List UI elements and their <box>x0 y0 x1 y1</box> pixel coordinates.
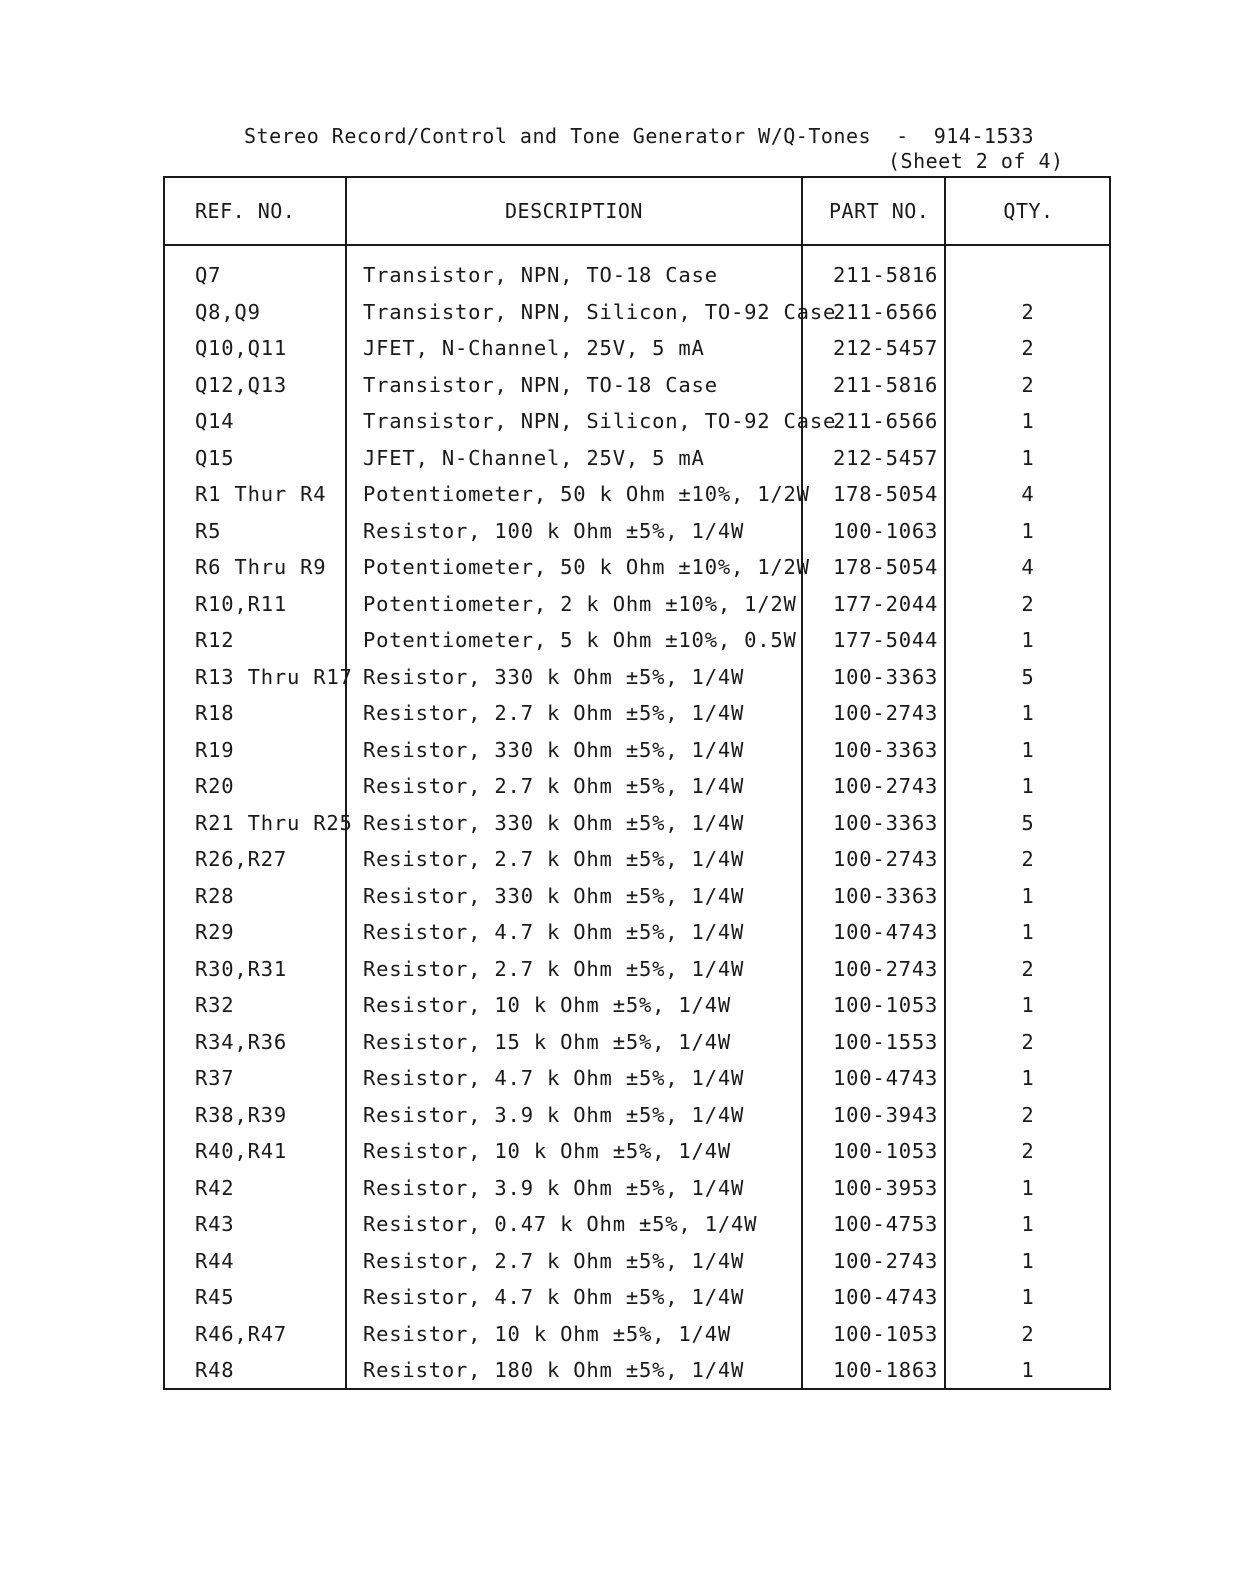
table-row <box>165 1207 1109 1244</box>
ref-no-cell: R45 <box>195 1285 235 1309</box>
table-row <box>165 1025 1109 1062</box>
ref-no-cell: R18 <box>195 701 235 725</box>
part-no-cell: 100-2743 <box>833 847 939 871</box>
part-no-cell: 100-4753 <box>833 1212 939 1236</box>
description-cell: Resistor, 3.9 k Ohm ±5%, 1/4W <box>363 1102 745 1127</box>
ref-no-cell: R6 Thru R9 <box>195 555 327 579</box>
part-no-cell: 211-5816 <box>833 372 939 397</box>
part-no-cell: 211-6566 <box>833 299 939 324</box>
description-cell: Resistor, 330 k Ohm ±5%, 1/4W <box>363 883 745 908</box>
part-no-cell: 212-5457 <box>833 445 939 470</box>
table-row <box>165 623 1109 660</box>
qty-cell: 4 <box>1021 482 1035 506</box>
part-no-cell: 100-3363 <box>833 810 939 835</box>
table-row <box>165 806 1109 843</box>
description-cell: Potentiometer, 50 k Ohm ±10%, 1/2W <box>363 555 810 579</box>
ref-no-cell: R42 <box>195 1175 235 1200</box>
description-cell: Resistor, 2.7 k Ohm ±5%, 1/4W <box>363 847 745 871</box>
description-cell: Resistor, 10 k Ohm ±5%, 1/4W <box>363 1321 731 1346</box>
part-no-cell: 100-2743 <box>833 1248 939 1273</box>
qty-cell: 2 <box>1021 299 1035 324</box>
table-row <box>165 404 1109 441</box>
ref-no-cell: R13 Thru R17 <box>195 664 353 689</box>
column-header-description: DESCRIPTION <box>505 199 643 223</box>
qty-cell: 1 <box>1021 628 1035 652</box>
qty-cell: 1 <box>1021 1285 1035 1309</box>
ref-no-cell: R37 <box>195 1066 235 1090</box>
part-no-cell: 177-5044 <box>833 628 939 652</box>
table-row <box>165 550 1109 587</box>
ref-no-cell: R12 <box>195 628 235 652</box>
description-cell: Transistor, NPN, TO-18 Case <box>363 263 718 287</box>
description-cell: JFET, N-Channel, 25V, 5 mA <box>363 336 705 360</box>
qty-cell: 5 <box>1021 664 1035 689</box>
table-row <box>165 1280 1109 1317</box>
table-row <box>165 331 1109 368</box>
qty-cell: 1 <box>1021 1358 1035 1382</box>
qty-cell: 5 <box>1021 810 1035 835</box>
description-cell: Resistor, 2.7 k Ohm ±5%, 1/4W <box>363 774 745 798</box>
ref-no-cell: R38,R39 <box>195 1102 287 1127</box>
description-cell: Resistor, 330 k Ohm ±5%, 1/4W <box>363 737 745 762</box>
table-row <box>165 1134 1109 1171</box>
part-no-cell: 100-2743 <box>833 774 939 798</box>
ref-no-cell: Q14 <box>195 409 235 433</box>
ref-no-cell: R43 <box>195 1212 235 1236</box>
description-cell: Resistor, 330 k Ohm ±5%, 1/4W <box>363 810 745 835</box>
ref-no-cell: Q10,Q11 <box>195 336 287 360</box>
ref-no-cell: Q7 <box>195 263 222 287</box>
ref-no-cell: R44 <box>195 1248 235 1273</box>
ref-no-cell: R32 <box>195 993 235 1017</box>
description-cell: Potentiometer, 2 k Ohm ±10%, 1/2W <box>363 591 797 616</box>
description-cell: Potentiometer, 5 k Ohm ±10%, 0.5W <box>363 628 797 652</box>
page-title: Stereo Record/Control and Tone Generator W/Q-Tones - 914-1533 <box>244 124 1035 148</box>
table-row <box>165 477 1109 514</box>
qty-cell: 2 <box>1021 1321 1035 1346</box>
ref-no-cell: R1 Thur R4 <box>195 482 327 506</box>
qty-cell: 2 <box>1021 591 1035 616</box>
part-no-cell: 100-3953 <box>833 1175 939 1200</box>
table-row <box>165 514 1109 551</box>
part-no-cell: 100-3363 <box>833 664 939 689</box>
qty-cell: 1 <box>1021 1066 1035 1090</box>
table-row <box>165 769 1109 806</box>
part-no-cell: 178-5054 <box>833 555 939 579</box>
qty-cell: 2 <box>1021 956 1035 981</box>
table-row <box>165 1244 1109 1281</box>
table-row <box>165 258 1109 295</box>
table-row <box>165 295 1109 332</box>
part-no-cell: 212-5457 <box>833 336 939 360</box>
qty-cell: 2 <box>1021 1102 1035 1127</box>
ref-no-cell: R40,R41 <box>195 1139 287 1163</box>
description-cell: Resistor, 4.7 k Ohm ±5%, 1/4W <box>363 1066 745 1090</box>
qty-cell: 1 <box>1021 774 1035 798</box>
description-cell: Resistor, 10 k Ohm ±5%, 1/4W <box>363 1139 731 1163</box>
ref-no-cell: R19 <box>195 737 235 762</box>
part-no-cell: 211-5816 <box>833 263 939 287</box>
table-row <box>165 915 1109 952</box>
qty-cell: 1 <box>1021 409 1035 433</box>
part-no-cell: 100-4743 <box>833 1285 939 1309</box>
sheet-label: (Sheet 2 of 4) <box>888 149 1064 173</box>
description-cell: Resistor, 2.7 k Ohm ±5%, 1/4W <box>363 1248 745 1273</box>
description-cell: Resistor, 4.7 k Ohm ±5%, 1/4W <box>363 920 745 944</box>
table-row <box>165 368 1109 405</box>
part-no-cell: 100-1863 <box>833 1358 939 1382</box>
part-no-cell: 100-1053 <box>833 1139 939 1163</box>
part-no-cell: 100-1053 <box>833 993 939 1017</box>
ref-no-cell: R21 Thru R25 <box>195 810 353 835</box>
table-row <box>165 1061 1109 1098</box>
ref-no-cell: R10,R11 <box>195 591 287 616</box>
ref-no-cell: R30,R31 <box>195 956 287 981</box>
description-cell: Transistor, NPN, Silicon, TO-92 Case <box>363 299 837 324</box>
table-row <box>165 842 1109 879</box>
part-no-cell: 100-2743 <box>833 701 939 725</box>
header-divider <box>165 244 1109 246</box>
part-no-cell: 100-2743 <box>833 956 939 981</box>
table-row <box>165 441 1109 478</box>
table-row <box>165 988 1109 1025</box>
description-cell: Resistor, 15 k Ohm ±5%, 1/4W <box>363 1029 731 1054</box>
qty-cell: 2 <box>1021 1029 1035 1054</box>
part-no-cell: 100-1553 <box>833 1029 939 1054</box>
qty-cell: 1 <box>1021 737 1035 762</box>
description-cell: Resistor, 0.47 k Ohm ±5%, 1/4W <box>363 1212 758 1236</box>
qty-cell: 2 <box>1021 1139 1035 1163</box>
column-header-qty: QTY. <box>1003 199 1054 223</box>
description-cell: Resistor, 2.7 k Ohm ±5%, 1/4W <box>363 701 745 725</box>
ref-no-cell: R34,R36 <box>195 1029 287 1054</box>
part-no-cell: 100-4743 <box>833 1066 939 1090</box>
qty-cell: 1 <box>1021 445 1035 470</box>
qty-cell: 1 <box>1021 701 1035 725</box>
qty-cell: 1 <box>1021 883 1035 908</box>
table-row <box>165 879 1109 916</box>
part-no-cell: 100-3363 <box>833 737 939 762</box>
qty-cell: 2 <box>1021 336 1035 360</box>
ref-no-cell: R5 <box>195 518 222 543</box>
ref-no-cell: R46,R47 <box>195 1321 287 1346</box>
description-cell: Resistor, 330 k Ohm ±5%, 1/4W <box>363 664 745 689</box>
description-cell: Potentiometer, 50 k Ohm ±10%, 1/2W <box>363 482 810 506</box>
ref-no-cell: R26,R27 <box>195 847 287 871</box>
part-no-cell: 177-2044 <box>833 591 939 616</box>
qty-cell: 4 <box>1021 555 1035 579</box>
part-no-cell: 100-1053 <box>833 1321 939 1346</box>
description-cell: Resistor, 2.7 k Ohm ±5%, 1/4W <box>363 956 745 981</box>
qty-cell: 1 <box>1021 518 1035 543</box>
part-no-cell: 211-6566 <box>833 409 939 433</box>
ref-no-cell: R20 <box>195 774 235 798</box>
column-header-ref-no: REF. NO. <box>195 199 296 223</box>
qty-cell: 1 <box>1021 1212 1035 1236</box>
description-cell: Resistor, 100 k Ohm ±5%, 1/4W <box>363 518 745 543</box>
description-cell: JFET, N-Channel, 25V, 5 mA <box>363 445 705 470</box>
qty-cell: 1 <box>1021 1175 1035 1200</box>
description-cell: Resistor, 10 k Ohm ±5%, 1/4W <box>363 993 731 1017</box>
table-row <box>165 1098 1109 1135</box>
table-row <box>165 952 1109 989</box>
description-cell: Resistor, 3.9 k Ohm ±5%, 1/4W <box>363 1175 745 1200</box>
ref-no-cell: R29 <box>195 920 235 944</box>
part-no-cell: 100-3943 <box>833 1102 939 1127</box>
part-no-cell: 100-4743 <box>833 920 939 944</box>
qty-cell: 2 <box>1021 372 1035 397</box>
ref-no-cell: Q8,Q9 <box>195 299 261 324</box>
ref-no-cell: Q15 <box>195 445 235 470</box>
table-row <box>165 1171 1109 1208</box>
table-row <box>165 696 1109 733</box>
part-no-cell: 100-1063 <box>833 518 939 543</box>
description-cell: Transistor, NPN, TO-18 Case <box>363 372 718 397</box>
description-cell: Resistor, 4.7 k Ohm ±5%, 1/4W <box>363 1285 745 1309</box>
parts-table <box>163 176 1111 1390</box>
qty-cell: 2 <box>1021 847 1035 871</box>
table-row <box>165 733 1109 770</box>
table-body <box>165 258 1109 1390</box>
qty-cell: 1 <box>1021 920 1035 944</box>
table-row <box>165 1317 1109 1354</box>
qty-cell: 1 <box>1021 1248 1035 1273</box>
table-row <box>165 1353 1109 1390</box>
ref-no-cell: R28 <box>195 883 235 908</box>
description-cell: Resistor, 180 k Ohm ±5%, 1/4W <box>363 1358 745 1382</box>
part-no-cell: 178-5054 <box>833 482 939 506</box>
column-header-part-no: PART NO. <box>829 199 930 223</box>
ref-no-cell: Q12,Q13 <box>195 372 287 397</box>
qty-cell: 1 <box>1021 993 1035 1017</box>
description-cell: Transistor, NPN, Silicon, TO-92 Case <box>363 409 837 433</box>
table-row <box>165 587 1109 624</box>
ref-no-cell: R48 <box>195 1358 235 1382</box>
table-row <box>165 660 1109 697</box>
part-no-cell: 100-3363 <box>833 883 939 908</box>
